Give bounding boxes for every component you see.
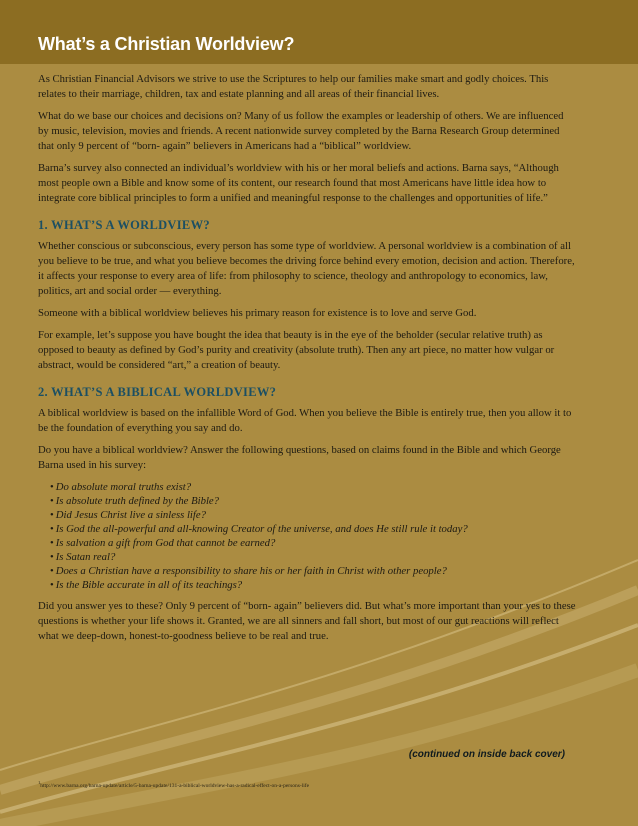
bullet-icon: • <box>50 495 54 507</box>
section-1-paragraph-2: Someone with a biblical worldview believes his primary reason for existence is to love and serve God. <box>38 307 477 319</box>
section-2-paragraph-1: A biblical worldview is based on the infallible Word of God. When you believe the Bible is entirely true, then you allow it to be the foundation of everything you say and do. <box>38 407 572 434</box>
section-1-paragraph-1: Whether conscious or subconscious, every person has some type of worldview. A personal worldview is a combination of all you believe to be true, and what you believe becomes the driving force behind every emotion, decision and action. Therefore, it affects your response to every area of life: from philosophy to science, theology and anthropology to economics, law, politics, art and social order — everything. <box>38 240 575 297</box>
bullet-icon: • <box>50 565 54 577</box>
page-title: What’s a Christian Worldview? <box>38 34 295 54</box>
intro-paragraph-2: What do we base our choices and decisions on? Many of us follow the examples or leadership of others. We are influenced by music, television, movies and friends. A recent nationwide survey completed by the Barna Research Group determined that only 9 percent of “born- again” believers in Americans had a “biblical” worldview. <box>38 110 564 152</box>
list-item: • Does a Christian have a responsibility to share his or her faith in Christ with other people? <box>50 565 447 577</box>
list-item: • Is salvation a gift from God that cannot be earned? <box>50 537 276 549</box>
continued-note: (continued on inside back cover) <box>408 749 565 760</box>
list-item: • Do absolute moral truths exist? <box>50 481 192 493</box>
list-item: • Did Jesus Christ live a sinless life? <box>50 509 206 521</box>
intro-paragraph-1: As Christian Financial Advisors we strive to use the Scriptures to help our families make smart and godly choices. This relates to their marriage, children, tax and estate planning and all areas of their financial lives. <box>38 73 549 100</box>
article-body <box>38 72 576 651</box>
bullet-icon: • <box>50 579 54 591</box>
section-1-paragraph-3: For example, let’s suppose you have bought the idea that beauty is in the eye of the beholder (secular relative truth) as opposed to beauty as defined by God’s purity and creativity (absolute truth). Then any art piece, no matter how vulgar or abstract, would be considered “art,” a creation of beauty. <box>38 329 555 371</box>
bullet-icon: • <box>50 509 54 521</box>
list-item: • Is absolute truth defined by the Bible? <box>50 495 220 507</box>
bullet-icon: • <box>50 551 54 563</box>
list-item: • Is Satan real? <box>50 551 116 563</box>
bullet-icon: • <box>50 537 54 549</box>
intro-paragraph-3: Barna’s survey also connected an individual’s worldview with his or her moral beliefs and actions. Barna says, “Although most people own a Bible and know some of its content, our research found that most Americans have little idea how to integrate core biblical principles to form a unified and meaningful response to the challenges and opportunities of life.” <box>38 162 559 204</box>
section-2-paragraph-2: Do you have a biblical worldview? Answer the following questions, based on claims found in the Bible and which George Barna used in his survey: <box>38 444 561 471</box>
question-list <box>38 480 576 592</box>
section-1-heading: 1. WHAT’S A WORLDVIEW? <box>38 218 210 232</box>
section-2-heading: 2. WHAT’S A BIBLICAL WORLDVIEW? <box>38 385 277 399</box>
bullet-icon: • <box>50 523 54 535</box>
bullet-icon: • <box>50 481 54 493</box>
section-2-paragraph-3: Did you answer yes to these? Only 9 percent of “born- again” believers did. But what’s more important than your yes to these questions is whether your life shows it. Granted, we are all sinners and fall short, but most of our gut reactions will reflect what we deep-down, honest-to-goodness believe to be real and true. <box>38 600 576 642</box>
list-item: • Is the Bible accurate in all of its teachings? <box>50 579 243 591</box>
footnote-url[interactable]: http://www.barna.org/barna-update/article/5-barna-update/131-a-biblical-worldview-has-a-radical-effect-on-a-persons-life <box>40 782 310 789</box>
footnote-marker: 1 <box>38 780 41 785</box>
list-item: • Is God the all-powerful and all-knowing Creator of the universe, and does He still rule it today? <box>50 523 468 535</box>
footnote <box>38 780 309 789</box>
